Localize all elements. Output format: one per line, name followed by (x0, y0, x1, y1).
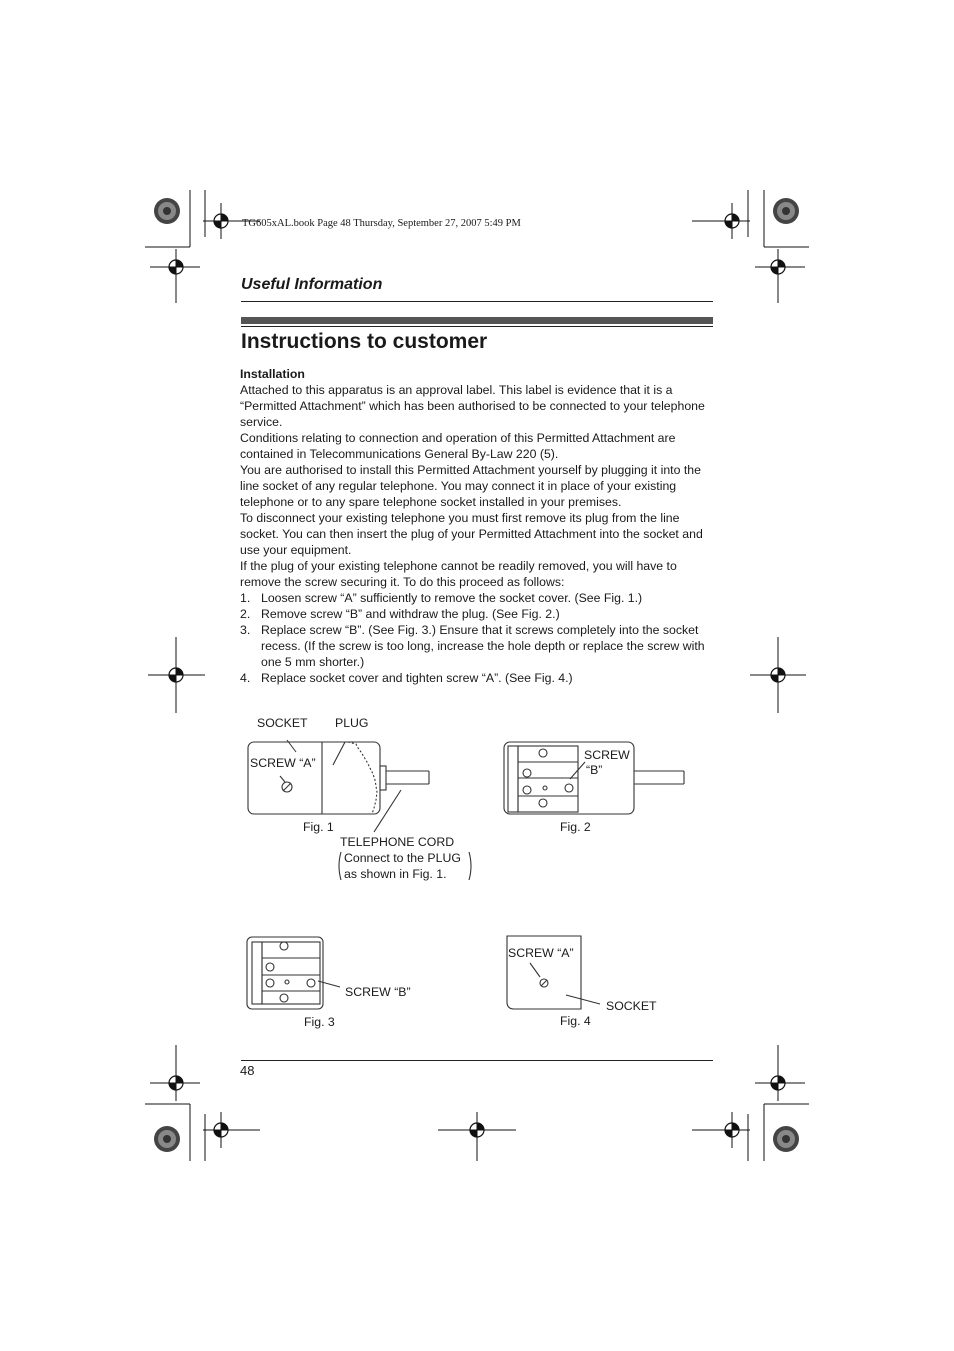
registration-mark-top-right-star (773, 198, 799, 224)
title-bar-underline (241, 326, 713, 327)
fig1-caption: Fig. 1 (303, 820, 334, 834)
fig4-caption: Fig. 4 (560, 1014, 591, 1028)
step-item (240, 606, 714, 622)
fig2-screw-b-label-line2: “B” (586, 763, 603, 777)
fig4-screw-a-label: SCREW “A” (508, 946, 574, 960)
print-header-line: TG605xAL.book Page 48 Thursday, September 27, 2007 5:49 PM (242, 218, 521, 229)
registration-mark-top-left-star (154, 198, 180, 224)
fig1-socket-label: SOCKET (257, 716, 308, 730)
installation-heading: Installation (240, 367, 305, 381)
section-rule (241, 301, 713, 302)
paragraph: To disconnect your existing telephone you must first remove its plug from the line socket. You can then insert the plug of your Permitted Attachment into the socket and use your equipment. (240, 511, 703, 557)
telephone-cord-label: TELEPHONE CORD (340, 835, 455, 849)
fig1-screw-a-label: SCREW “A” (250, 756, 316, 770)
step-number: 2. (240, 607, 251, 621)
step-text: Replace socket cover and tighten screw “A”. (See Fig. 4.) (261, 671, 573, 685)
steps-list (240, 590, 714, 686)
paragraph: If the plug of your existing telephone cannot be readily removed, you will have to remove the screw securing it. To do this proceed as follows: (240, 559, 677, 589)
fig2-caption: Fig. 2 (560, 820, 591, 834)
fig1-plug-label: PLUG (335, 716, 369, 730)
step-item (240, 670, 714, 686)
cord-note-line2: as shown in Fig. 1. (344, 867, 447, 881)
step-text: Remove screw “B” and withdraw the plug. (See Fig. 2.) (261, 607, 560, 621)
registration-mark-bottom-right-star (773, 1126, 799, 1152)
step-number: 3. (240, 623, 251, 637)
step-text: Replace screw “B”. (See Fig. 3.) Ensure that it screws completely into the socket recess. (If the screw is too long, increase the hole depth or replace the screw with one 5 mm shorter.) (261, 623, 705, 669)
section-title: Useful Information (241, 276, 383, 293)
page-number: 48 (240, 1063, 255, 1078)
fig2-screw-b-label-line1: SCREW (584, 748, 630, 762)
fig3-screw-b-label: SCREW “B” (345, 985, 411, 999)
step-item (240, 622, 714, 670)
fig4-socket-label: SOCKET (606, 999, 657, 1013)
title-bar (241, 317, 713, 324)
installation-section (240, 366, 714, 686)
step-text: Loosen screw “A” sufficiently to remove the socket cover. (See Fig. 1.) (261, 591, 643, 605)
step-item (240, 590, 714, 606)
registration-mark-bottom-left-star (154, 1126, 180, 1152)
step-number: 4. (240, 671, 251, 685)
footer-rule (241, 1060, 713, 1061)
fig3-caption: Fig. 3 (304, 1015, 335, 1029)
paragraph: Attached to this apparatus is an approval label. This label is evidence that it is a “Permitted Attachment” which has been authorised to be connected to your telephone service. (240, 383, 705, 429)
page-title: Instructions to customer (241, 330, 488, 353)
paragraph: You are authorised to install this Permitted Attachment yourself by plugging it into the line socket of any regular telephone. You may connect it in place of your existing telephone or to any spare telephone socket installed in your premises. (240, 463, 701, 509)
paragraph: Conditions relating to connection and operation of this Permitted Attachment are contained in Telecommunications General By-Law 220 (5). (240, 431, 676, 461)
cord-note-line1: Connect to the PLUG (344, 851, 461, 865)
step-number: 1. (240, 591, 251, 605)
